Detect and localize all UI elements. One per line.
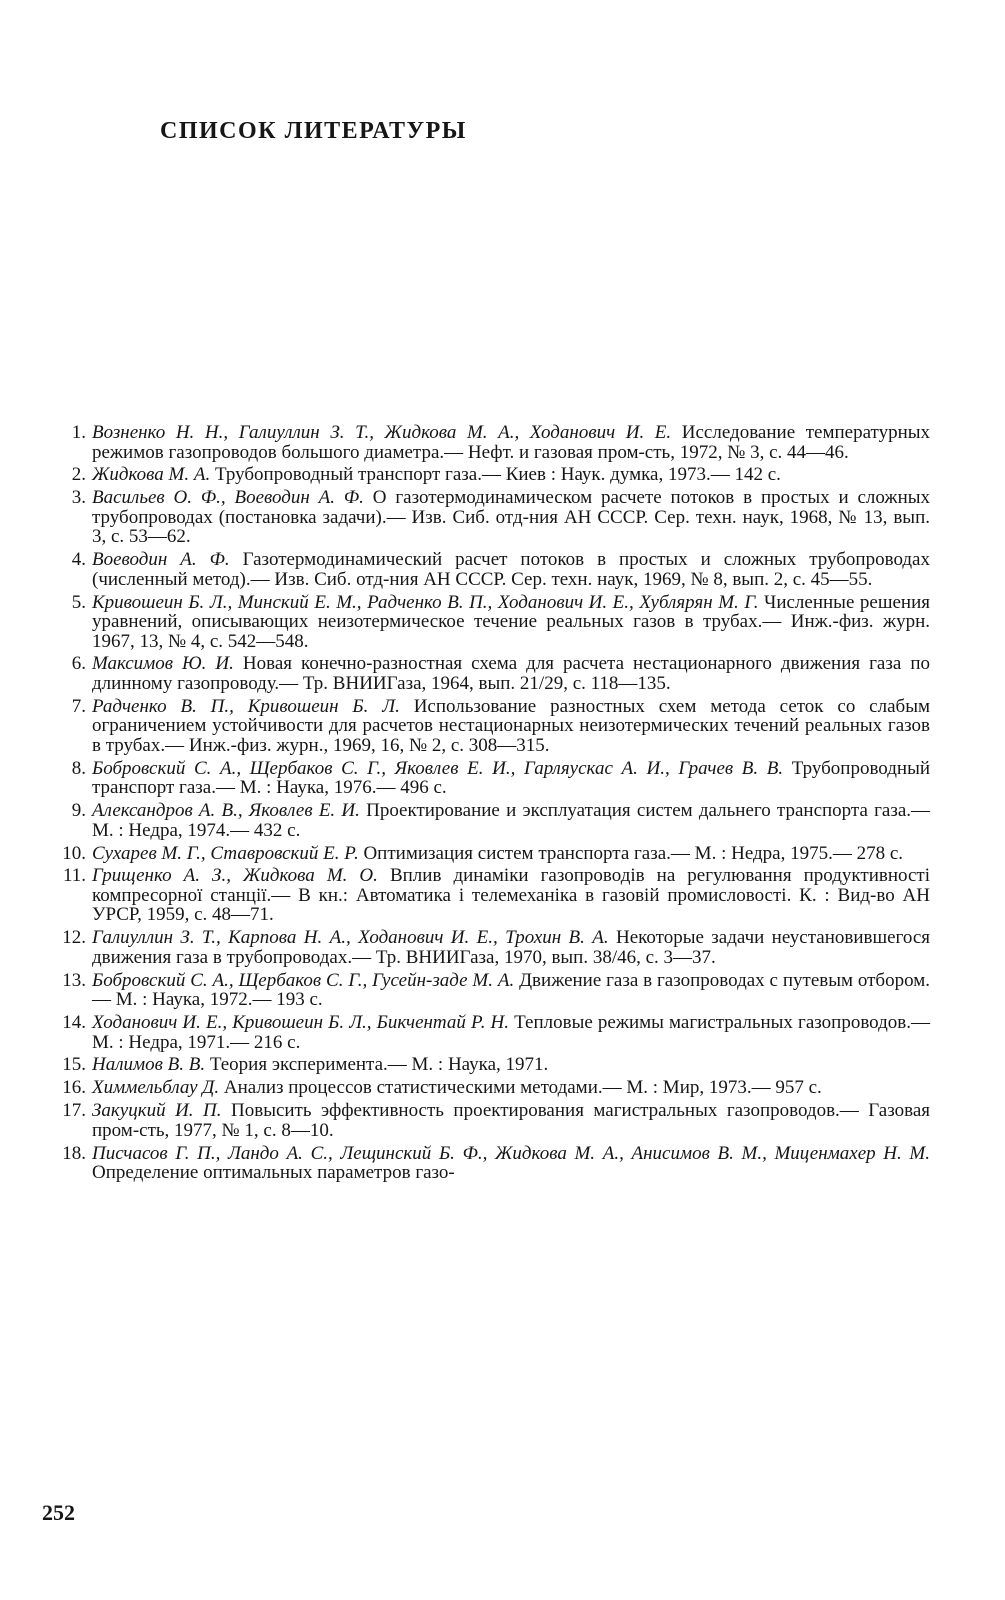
reference-authors: Воеводин А. Ф. (92, 549, 230, 571)
reference-text: Газотермодинамический расчет потоков в простых и сложных трубопроводах (численный метод).— Изв. Сиб. отд-ния АН СССР. Сер. техн. наук, 1969, № 8, вып. 2, с. 45—55. (92, 549, 930, 590)
reference-body (92, 423, 930, 462)
reference-text: Исследование температурных режимов газопроводов большого диаметра.— Нефт. и газовая пром-сть, 1972, № 3, с. 44—46. (92, 422, 931, 463)
reference-body (92, 654, 930, 693)
reference-item (50, 465, 930, 485)
reference-authors: Бобровский С. А., Щербаков С. Г., Гусейн-заде М. А. (92, 969, 515, 991)
reference-number: 12. (62, 927, 86, 949)
reference-number: 13. (62, 969, 86, 991)
reference-body (92, 1013, 930, 1052)
reference-item (50, 488, 930, 547)
page-number: 252 (42, 1500, 75, 1525)
reference-item (50, 759, 930, 798)
reference-text: Некоторые задачи неустановившегося движения газа в трубопроводах.— Тр. ВНИИГаза, 1970, вып. 38/46, с. 3—37. (92, 927, 931, 968)
reference-item (50, 866, 930, 925)
reference-authors: Кривошеин Б. Л., Минский Е. М., Радченко В. П., Ходанович И. Е., Хублярян М. Г. (92, 591, 759, 613)
reference-text: Движение газа в газопроводах с путевым отбором.— М. : Наука, 1972.— 193 с. (92, 969, 931, 1011)
reference-text: Повысить эффективность проектирования магистральных газопроводов.— Газовая пром-сть, 1977, № 1, с. 8—10. (92, 1100, 931, 1141)
reference-authors: Писчасов Г. П., Ландо А. С., Лещинский Б. Ф., Жидкова М. А., Анисимов В. М., Миценмахер Н. М. (92, 1142, 930, 1164)
reference-number: 18. (62, 1142, 86, 1164)
reference-authors: Александров А. В., Яковлев Е. И. (92, 800, 360, 822)
reference-text: Использование разностных схем метода сеток со слабым ограничением устойчивости для расчетов нестационарных неизотермических течений реальных газов в трубах.— Инж.-физ. журн., 1969, 16, № 2, с. 308—315. (92, 695, 930, 756)
reference-number: 11. (62, 865, 86, 887)
reference-body (92, 801, 930, 840)
reference-number: 14. (62, 1012, 86, 1034)
reference-number: 7. (71, 695, 86, 717)
reference-body (92, 971, 930, 1010)
reference-body (92, 1078, 930, 1098)
reference-number: 6. (71, 653, 86, 675)
reference-authors: Сухарев М. Г., Ставровский Е. Р. (92, 842, 359, 864)
reference-number: 2. (71, 464, 86, 486)
reference-body (92, 759, 930, 798)
reference-text: Тепловые режимы магистральных газопроводов.— М. : Недра, 1971.— 216 с. (92, 1012, 931, 1053)
reference-authors: Жидкова М. А. (92, 464, 211, 486)
reference-item (50, 654, 930, 693)
reference-body (92, 465, 930, 485)
reference-number: 10. (62, 842, 86, 864)
reference-authors: Галиуллин З. Т., Карпова Н. А., Ходанович И. Е., Трохин В. А. (92, 927, 609, 949)
reference-number: 16. (62, 1077, 86, 1099)
reference-item (50, 1101, 930, 1140)
reference-body (92, 488, 930, 547)
reference-number: 3. (71, 487, 86, 509)
reference-number: 1. (71, 422, 86, 443)
reference-text: О газотермодинамическом расчете потоков в простых и сложных трубопроводах (постановка задачи).— Изв. Сиб. отд-ния АН СССР. Сер. техн. наук, 1968, № 13, вып. 3, с. 53—62. (92, 487, 930, 548)
reference-list (50, 423, 930, 1186)
reference-text: Трубопроводный транспорт газа.— М. : Наука, 1976.— 496 с. (92, 757, 931, 799)
reference-authors: Бобровский С. А., Щербаков С. Г., Яковлев Е. И., Гарляускас А. И., Грачев В. В. (92, 757, 784, 779)
reference-text: Теория эксперимента.— М. : Наука, 1971. (209, 1054, 549, 1076)
reference-item (50, 1055, 930, 1075)
reference-text: Трубопроводный транспорт газа.— Киев : Наук. думка, 1973.— 142 с. (214, 464, 781, 486)
reference-authors: Химмельблау Д. (92, 1077, 220, 1099)
reference-item (50, 423, 930, 462)
reference-text: Определение оптимальных параметров газо- (92, 1162, 455, 1184)
reference-text: Численные решения уравнений, описывающих неизотермическое течение реальных газов в трубах.— Инж.-физ. журн. 1967, 13, № 4, с. 542—548. (92, 591, 930, 652)
reference-body (92, 1144, 930, 1183)
reference-authors: Возненко Н. Н., Галиуллин З. Т., Жидкова М. А., Ходанович И. Е. (92, 422, 672, 443)
reference-item (50, 1013, 930, 1052)
reference-authors: Радченко В. П., Кривошеин Б. Л. (92, 695, 400, 717)
reference-number: 17. (62, 1100, 86, 1122)
reference-item (50, 801, 930, 840)
reference-body (92, 1101, 930, 1140)
reference-text: Новая конечно-разностная схема для расчета нестационарного движения газа по длинному газопроводу.— Тр. ВНИИГаза, 1964, вып. 21/29, с. 118—135. (92, 653, 930, 694)
reference-authors: Грищенко А. З., Жидкова М. О. (92, 865, 378, 887)
reference-number: 4. (71, 549, 86, 571)
reference-body (92, 844, 930, 864)
reference-item (50, 697, 930, 756)
reference-number: 8. (71, 757, 86, 779)
reference-body (92, 550, 930, 589)
reference-body (92, 697, 930, 756)
reference-item (50, 550, 930, 589)
reference-authors: Ходанович И. Е., Кривошеин Б. Л., Бикчентай Р. Н. (92, 1012, 510, 1034)
reference-item (50, 844, 930, 864)
reference-item (50, 1078, 930, 1098)
reference-number: 15. (62, 1054, 86, 1076)
reference-body (92, 1055, 930, 1075)
reference-authors: Максимов Ю. И. (92, 653, 234, 675)
reference-item (50, 971, 930, 1010)
reference-body (92, 593, 930, 652)
reference-item (50, 928, 930, 967)
bibliography-heading: СПИСОК ЛИТЕРАТУРЫ (160, 118, 467, 144)
reference-text: Оптимизация систем транспорта газа.— М. : Недра, 1975.— 278 с. (363, 842, 904, 864)
reference-authors: Васильев О. Ф., Воеводин А. Ф. (92, 487, 364, 509)
reference-item (50, 593, 930, 652)
reference-number: 9. (71, 800, 86, 822)
reference-body (92, 928, 930, 967)
reference-body (92, 866, 930, 925)
reference-text: Вплив динаміки газопроводів на регулювання продуктивності компресорної станції.— В кн.: Автоматика і телемеханіка в газовій промисловості. К. : Вид-во АН УРСР, 1959, с. 48—71. (92, 865, 930, 926)
reference-text: Проектирование и эксплуатация систем дальнего транспорта газа.— М. : Недра, 1974.— 432 с. (92, 800, 931, 841)
reference-authors: Закуцкий И. П. (92, 1100, 222, 1122)
reference-authors: Налимов В. В. (92, 1054, 206, 1076)
reference-text: Анализ процессов статистическими методами.— М. : Мир, 1973.— 957 с. (223, 1077, 822, 1099)
reference-item (50, 1144, 930, 1183)
reference-number: 5. (71, 591, 86, 613)
